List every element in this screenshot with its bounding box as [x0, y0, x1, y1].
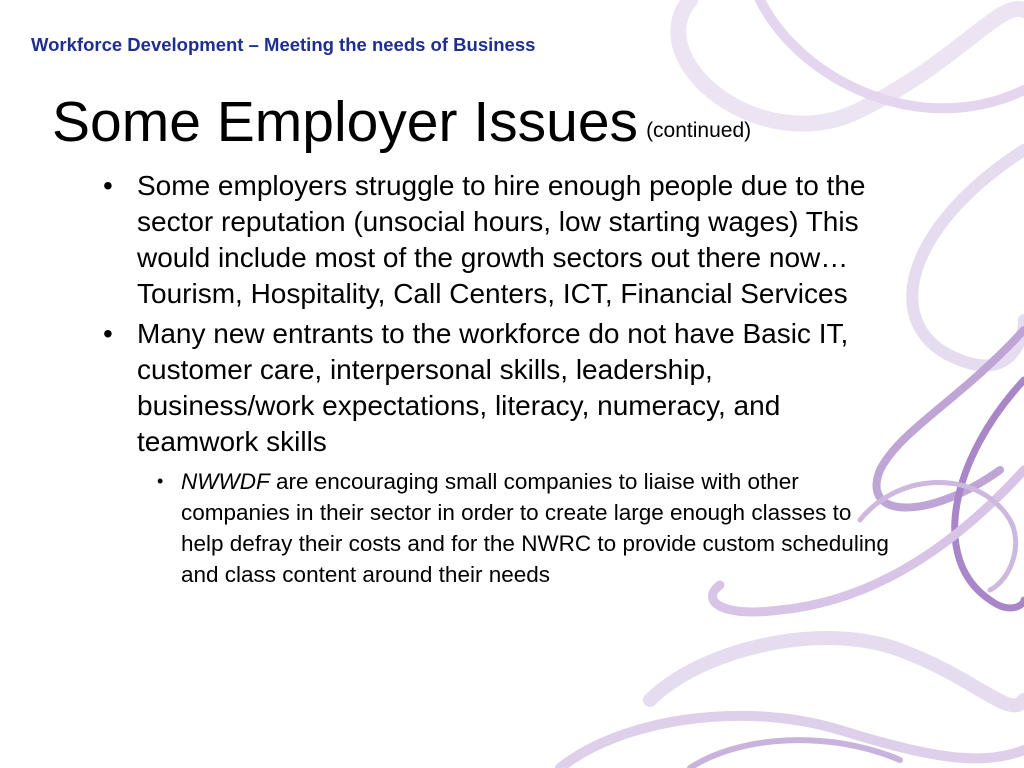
bullet-marker: • [103, 170, 113, 201]
bullet-text: Many new entrants to the workforce do not have Basic IT, customer care, interpersonal skills, leadership, business/work expectations, literacy, numeracy, and teamwork skills [137, 318, 849, 457]
sub-bullet-emphasis: NWWDF [181, 469, 270, 494]
slide-subtitle: (continued) [646, 119, 752, 142]
sub-bullet-item [157, 466, 899, 590]
bullet-item [103, 168, 897, 312]
slide-content [103, 168, 903, 590]
sub-bullet-marker: • [157, 471, 164, 491]
slide-title [52, 86, 751, 171]
slide-title-text: Some Employer Issues [52, 90, 639, 154]
bullet-item [103, 316, 897, 460]
header-title: Workforce Development – Meeting the needs of Business [31, 34, 536, 55]
sub-bullet-text: are encouraging small companies to liaise with other companies in their sector in order to create large enough classes to help defray their costs and for the NWRC to provide custom scheduling and class content around their needs [181, 469, 889, 587]
bullet-text: Some employers struggle to hire enough people due to the sector reputation (unsocial hours, low starting wages) This would include most of the growth sectors out there now… Tourism, Hospitality, Call Centers, ICT, Financial Services [137, 170, 866, 309]
bullet-marker: • [103, 318, 113, 349]
